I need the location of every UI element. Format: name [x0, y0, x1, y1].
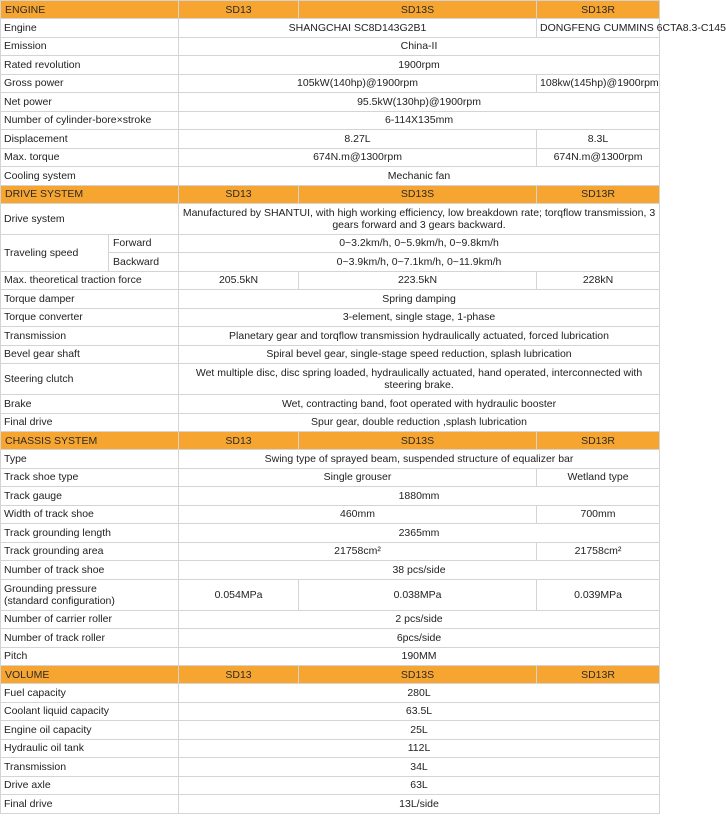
row-label: Max. theoretical traction force	[1, 271, 179, 290]
model-header-sd13: SD13	[179, 666, 299, 684]
row-label: Max. torque	[1, 148, 179, 167]
row-label: Width of track shoe	[1, 505, 179, 524]
row-value: 674N.m@1300rpm	[179, 148, 537, 167]
model-header-sd13r: SD13R	[537, 666, 660, 684]
row-value: 0.054MPa	[179, 579, 299, 610]
row-value: 2365mm	[179, 524, 660, 543]
row-label: Number of track shoe	[1, 561, 179, 580]
row-label: Torque converter	[1, 308, 179, 327]
table-row	[1, 450, 660, 469]
row-label: Track grounding length	[1, 524, 179, 543]
row-value: DONGFENG CUMMINS 6CTA8.3-C145	[537, 19, 660, 38]
row-value: 6pcs/side	[179, 629, 660, 648]
row-value: 38 pcs/side	[179, 561, 660, 580]
row-sublabel: Forward	[109, 234, 179, 253]
row-value: Wetland type	[537, 468, 660, 487]
row-value: 1880mm	[179, 487, 660, 506]
table-row	[1, 271, 660, 290]
row-value: 6-114X135mm	[179, 111, 660, 130]
table-row	[1, 629, 660, 648]
row-value: 1900rpm	[179, 56, 660, 75]
table-row	[1, 413, 660, 432]
row-value: 0.039MPa	[537, 579, 660, 610]
table-row	[1, 93, 660, 112]
row-value: China-II	[179, 37, 660, 56]
row-value: 205.5kN	[179, 271, 299, 290]
row-value: 8.3L	[537, 130, 660, 149]
table-row	[1, 345, 660, 364]
row-label: Pitch	[1, 647, 179, 666]
table-row	[1, 167, 660, 186]
row-value: Manufactured by SHANTUI, with high working efficiency, low breakdown rate; torqflow transmission, 3 gears forward and 3 gears backward.	[179, 203, 660, 234]
row-value: 0~3.2km/h, 0~5.9km/h, 0~9.8km/h	[179, 234, 660, 253]
table-row	[1, 542, 660, 561]
row-label: Gross power	[1, 74, 179, 93]
row-label: Final drive	[1, 795, 179, 814]
row-label: Rated revolution	[1, 56, 179, 75]
table-row	[1, 56, 660, 75]
table-row	[1, 505, 660, 524]
row-value: 108kw(145hp)@1900rpm	[537, 74, 660, 93]
model-header-sd13s: SD13S	[299, 1, 537, 19]
row-label: Track gauge	[1, 487, 179, 506]
row-value: 112L	[179, 739, 660, 758]
row-label: Traveling speed	[1, 234, 109, 271]
row-value: 0.038MPa	[299, 579, 537, 610]
row-label: Number of carrier roller	[1, 610, 179, 629]
row-value: 25L	[179, 721, 660, 740]
row-sublabel: Backward	[109, 253, 179, 272]
row-value: 63L	[179, 776, 660, 795]
table-row	[1, 739, 660, 758]
row-value: 190MM	[179, 647, 660, 666]
row-label: Engine oil capacity	[1, 721, 179, 740]
row-label: Fuel capacity	[1, 684, 179, 703]
row-label: Number of cylinder-bore×stroke	[1, 111, 179, 130]
row-label: Brake	[1, 395, 179, 414]
row-value: Wet multiple disc, disc spring loaded, hydraulically actuated, hand operated, interconnected with steering brake.	[179, 364, 660, 395]
table-row	[1, 702, 660, 721]
row-label: Emission	[1, 37, 179, 56]
row-value: Swing type of sprayed beam, suspended structure of equalizer bar	[179, 450, 660, 469]
row-label-line: Grounding pressure	[4, 582, 97, 595]
row-value: SHANGCHAI SC8D143G2B1	[179, 19, 537, 38]
table-row	[1, 19, 660, 38]
row-value: 105kW(140hp)@1900rpm	[179, 74, 537, 93]
row-value: 21758cm²	[537, 542, 660, 561]
table-row	[1, 395, 660, 414]
table-row	[1, 776, 660, 795]
row-label: Drive system	[1, 203, 179, 234]
row-label: Final drive	[1, 413, 179, 432]
volume-section-header	[1, 666, 660, 684]
table-row	[1, 579, 660, 610]
section-title: ENGINE	[1, 1, 179, 19]
table-row	[1, 684, 660, 703]
row-label: Coolant liquid capacity	[1, 702, 179, 721]
row-label: Transmission	[1, 758, 179, 777]
model-header-sd13s: SD13S	[299, 185, 537, 203]
table-row	[1, 203, 660, 234]
row-label	[1, 579, 179, 610]
table-row	[1, 37, 660, 56]
table-row	[1, 148, 660, 167]
row-value: Wet, contracting band, foot operated with hydraulic booster	[179, 395, 660, 414]
row-label: Transmission	[1, 327, 179, 346]
row-value: 228kN	[537, 271, 660, 290]
table-row	[1, 327, 660, 346]
section-title: DRIVE SYSTEM	[1, 185, 179, 203]
table-row	[1, 524, 660, 543]
model-header-sd13r: SD13R	[537, 432, 660, 450]
row-label: Bevel gear shaft	[1, 345, 179, 364]
row-value: Spring damping	[179, 290, 660, 309]
row-value: 34L	[179, 758, 660, 777]
row-label: Number of track roller	[1, 629, 179, 648]
row-value: 21758cm²	[179, 542, 537, 561]
row-value: 223.5kN	[299, 271, 537, 290]
table-row	[1, 795, 660, 814]
table-row	[1, 74, 660, 93]
row-label: Track grounding area	[1, 542, 179, 561]
table-row	[1, 487, 660, 506]
table-row	[1, 561, 660, 580]
table-row	[1, 290, 660, 309]
model-header-sd13r: SD13R	[537, 1, 660, 19]
row-value: 8.27L	[179, 130, 537, 149]
row-value: 0~3.9km/h, 0~7.1km/h, 0~11.9km/h	[179, 253, 660, 272]
model-header-sd13r: SD13R	[537, 185, 660, 203]
row-label: Engine	[1, 19, 179, 38]
row-label-line: (standard configuration)	[4, 594, 115, 607]
row-value: 460mm	[179, 505, 537, 524]
drive-section-header	[1, 185, 660, 203]
row-value: 674N.m@1300rpm	[537, 148, 660, 167]
table-row	[1, 647, 660, 666]
row-value: Spiral bevel gear, single-stage speed reduction, splash lubrication	[179, 345, 660, 364]
model-header-sd13: SD13	[179, 1, 299, 19]
row-value: 2 pcs/side	[179, 610, 660, 629]
table-row	[1, 111, 660, 130]
table-row	[1, 234, 660, 253]
row-value: 13L/side	[179, 795, 660, 814]
row-value: 63.5L	[179, 702, 660, 721]
section-title: VOLUME	[1, 666, 179, 684]
row-value: 280L	[179, 684, 660, 703]
row-label: Type	[1, 450, 179, 469]
row-label: Steering clutch	[1, 364, 179, 395]
row-value: 700mm	[537, 505, 660, 524]
table-row	[1, 468, 660, 487]
table-row	[1, 364, 660, 395]
row-label: Hydraulic oil tank	[1, 739, 179, 758]
row-value: Single grouser	[179, 468, 537, 487]
row-label: Displacement	[1, 130, 179, 149]
row-value: Spur gear, double reduction ,splash lubrication	[179, 413, 660, 432]
table-row	[1, 308, 660, 327]
engine-section-header	[1, 1, 660, 19]
model-header-sd13s: SD13S	[299, 666, 537, 684]
table-row	[1, 610, 660, 629]
section-title: CHASSIS SYSTEM	[1, 432, 179, 450]
row-value: Mechanic fan	[179, 167, 660, 186]
table-row	[1, 130, 660, 149]
row-label: Cooling system	[1, 167, 179, 186]
row-label: Track shoe type	[1, 468, 179, 487]
model-header-sd13: SD13	[179, 432, 299, 450]
row-label: Drive axle	[1, 776, 179, 795]
row-label: Torque damper	[1, 290, 179, 309]
model-header-sd13: SD13	[179, 185, 299, 203]
table-row	[1, 721, 660, 740]
row-label: Net power	[1, 93, 179, 112]
row-value: 95.5kW(130hp)@1900rpm	[179, 93, 660, 112]
chassis-section-header	[1, 432, 660, 450]
model-header-sd13s: SD13S	[299, 432, 537, 450]
row-value: Planetary gear and torqflow transmission hydraulically actuated, forced lubrication	[179, 327, 660, 346]
table-row	[1, 758, 660, 777]
row-value: 3-element, single stage, 1-phase	[179, 308, 660, 327]
